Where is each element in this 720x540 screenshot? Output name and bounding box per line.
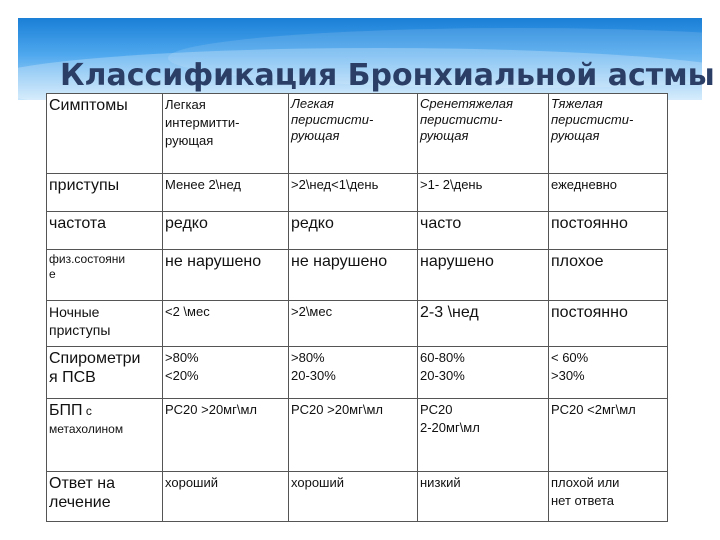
row-label <box>47 250 163 301</box>
cell-text: PC20 2-20мг\мл <box>420 402 480 435</box>
row-label <box>47 212 163 250</box>
cell-text: плохой или нет ответа <box>551 475 620 508</box>
table-cell <box>163 301 289 347</box>
cell-text: >1- 2\день <box>420 177 483 192</box>
row-label <box>47 347 163 399</box>
table-cell <box>549 250 668 301</box>
cell-text: низкий <box>420 475 461 490</box>
cell-text: PC20 >20мг\мл <box>291 402 383 417</box>
table-row <box>47 250 668 301</box>
column-header: Тяжелая перистисти- рующая <box>551 96 634 143</box>
cell-text: >2\нед<1\день <box>291 177 379 192</box>
cell-text: постоянно <box>551 304 628 321</box>
table-cell <box>289 301 418 347</box>
cell-text: нарушено <box>420 253 494 270</box>
cell-text: Менее 2\нед <box>165 177 242 192</box>
header-cell-mild-persistent <box>289 94 418 174</box>
row-label <box>47 472 163 522</box>
column-header: Легкая интермитти- рующая <box>165 97 240 148</box>
row-label <box>47 301 163 347</box>
table-cell <box>289 472 418 522</box>
table-cell <box>163 212 289 250</box>
table-cell <box>418 174 549 212</box>
table-row <box>47 301 668 347</box>
table-row <box>47 399 668 472</box>
row-label-text: Ответ на лечение <box>49 475 115 511</box>
row-label-text: физ.состояни е <box>49 252 126 281</box>
header-cell-mild-intermittent <box>163 94 289 174</box>
table-cell <box>418 472 549 522</box>
table-row <box>47 347 668 399</box>
table-cell <box>418 301 549 347</box>
cell-text: плохое <box>551 253 604 270</box>
cell-text: >2\мес <box>291 304 333 319</box>
table-cell <box>289 174 418 212</box>
cell-text: 60-80% 20-30% <box>420 350 465 383</box>
header-cell-moderate-persistent <box>418 94 549 174</box>
cell-text: хороший <box>165 475 218 490</box>
slide-title: Классификация Бронхиальной астмы <box>60 58 715 93</box>
table-cell <box>549 301 668 347</box>
header-cell-severe-persistent <box>549 94 668 174</box>
table-cell <box>163 174 289 212</box>
row-label-text: частота <box>49 215 106 232</box>
column-header: Сренетяжелая перистисти- рующая <box>420 96 513 143</box>
row-label-subtext: с метахолином <box>49 404 124 436</box>
row-label-text: БПП <box>49 402 83 419</box>
cell-text: PC20 <2мг\мл <box>551 402 636 417</box>
cell-text: хороший <box>291 475 344 490</box>
table-cell <box>549 212 668 250</box>
cell-text: редко <box>165 215 208 232</box>
cell-text: PC20 >20мг\мл <box>165 402 257 417</box>
table-row <box>47 212 668 250</box>
table-cell <box>418 399 549 472</box>
row-label-text: Спирометри я ПСВ <box>49 350 141 386</box>
table-cell <box>418 250 549 301</box>
header-cell-symptoms <box>47 94 163 174</box>
row-label-text: приступы <box>49 177 120 194</box>
cell-text: постоянно <box>551 215 628 232</box>
table-cell <box>549 399 668 472</box>
cell-text: часто <box>420 215 462 232</box>
table-cell <box>418 212 549 250</box>
table-cell <box>289 212 418 250</box>
table-cell <box>289 250 418 301</box>
cell-text: < 60% >30% <box>551 350 589 383</box>
table-cell <box>289 399 418 472</box>
table-header-row <box>47 94 668 174</box>
cell-text: не нарушено <box>291 253 388 270</box>
cell-text: 2-3 \нед <box>420 304 479 321</box>
table-cell <box>549 174 668 212</box>
cell-text: не нарушено <box>165 253 262 270</box>
asthma-classification-table <box>46 93 668 522</box>
table-cell <box>163 250 289 301</box>
table-row <box>47 174 668 212</box>
table-cell <box>549 472 668 522</box>
table-row <box>47 472 668 522</box>
table-cell <box>418 347 549 399</box>
cell-text: <2 \мес <box>165 304 210 319</box>
row-label <box>47 174 163 212</box>
row-label <box>47 399 163 472</box>
cell-text: ежедневно <box>551 177 618 192</box>
table-cell <box>163 472 289 522</box>
cell-text: редко <box>291 215 334 232</box>
table-cell <box>289 347 418 399</box>
table-cell <box>163 347 289 399</box>
row-label-text: Ночные приступы <box>49 304 111 338</box>
header-label: Симптомы <box>49 97 128 114</box>
cell-text: >80% 20-30% <box>291 350 336 383</box>
column-header: Легкая перистисти- рующая <box>291 96 374 143</box>
table-cell <box>549 347 668 399</box>
table-cell <box>163 399 289 472</box>
cell-text: >80% <20% <box>165 350 199 383</box>
